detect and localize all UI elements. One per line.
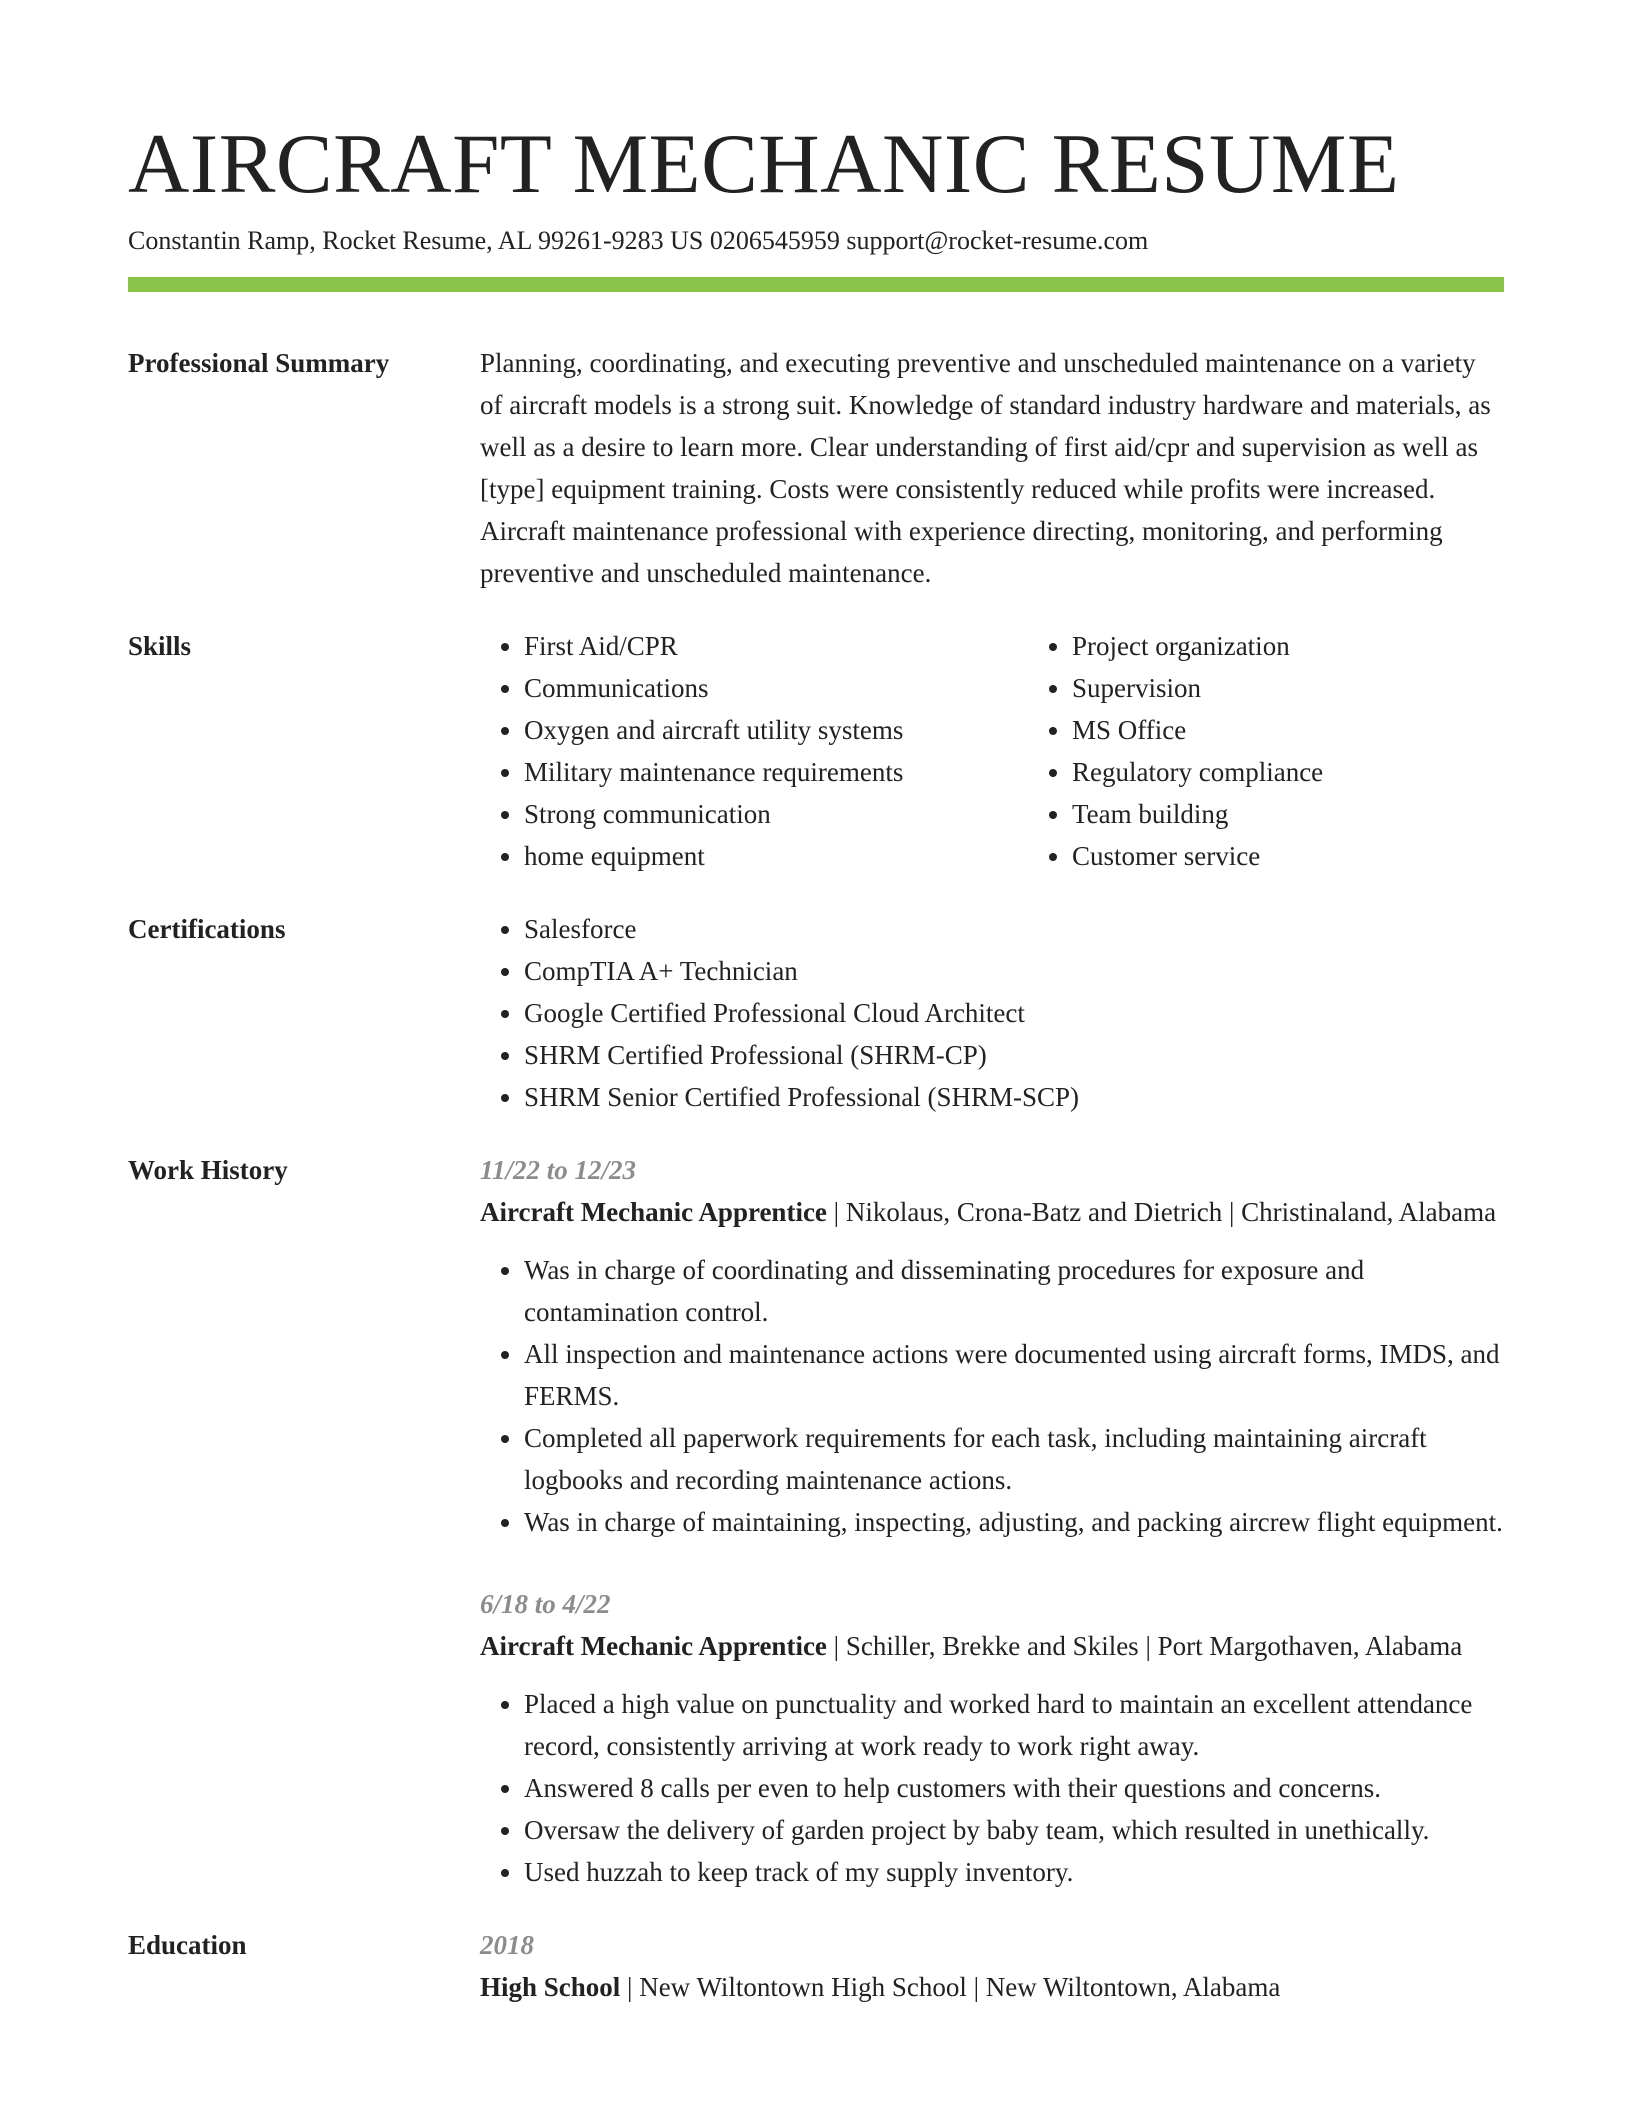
education-dates: 2018 (480, 1930, 534, 1961)
job-heading (480, 1625, 1504, 1667)
skills-column-1 (480, 625, 1028, 877)
job-bullet: • Oversaw the delivery of garden project by baby team, which resulted in unethically. (524, 1809, 1504, 1851)
job-details: | Nikolaus, Crona-Batz and Dietrich | Christinaland, Alabama (826, 1197, 1497, 1228)
education-section (128, 1924, 1504, 2024)
summary-section (128, 342, 1504, 594)
skill-item: • MS Office (1072, 709, 1576, 751)
summary-label: Professional Summary (128, 348, 390, 379)
job-bullet: • Placed a high value on punctuality and worked hard to maintain an excellent attendance record, consistently arriving at work ready to work right away. (524, 1683, 1504, 1767)
skill-item: • Oxygen and aircraft utility systems (524, 709, 1028, 751)
skill-item: • Communications (524, 667, 1028, 709)
skill-item: • Project organization (1072, 625, 1576, 667)
job-title: Aircraft Mechanic Apprentice (480, 1197, 827, 1228)
job-dates: 6/18 to 4/22 (480, 1589, 611, 1620)
contact-info: Constantin Ramp, Rocket Resume, AL 99261-9283 US 0206545959 support@rocket-resume.com (128, 225, 1149, 255)
skill-item: • Team building (1072, 793, 1576, 835)
certifications-section (128, 908, 1504, 1118)
skills-section (128, 625, 1504, 877)
header-divider (128, 277, 1504, 292)
job-entry (480, 1149, 1504, 1543)
skills-body (480, 625, 1576, 877)
job-heading (480, 1191, 1504, 1233)
job-entry (480, 1583, 1504, 1893)
certifications-list (480, 908, 1504, 1118)
resume-page (128, 118, 1504, 2024)
certification-item: • Salesforce (524, 908, 1504, 950)
summary-text: Planning, coordinating, and executing preventive and unscheduled maintenance on a variety of aircraft models is a strong suit. Knowledge of standard industry hardware and materials, as well as a desire to learn more. Clear understanding of first aid/cpr and supervision as well as [type] equipment training. Costs were consistently reduced while profits were increased. Aircraft maintenance professional with experience directing, monitoring, and performing preventive and unscheduled maintenance. (480, 348, 1491, 589)
job-bullet: • Used huzzah to keep track of my supply inventory. (524, 1851, 1504, 1893)
job-details: | Schiller, Brekke and Skiles | Port Margothaven, Alabama (826, 1631, 1463, 1662)
skill-item: • Regulatory compliance (1072, 751, 1576, 793)
education-details: | New Wiltontown High School | New Wiltontown, Alabama (620, 1972, 1281, 2003)
education-body (480, 1924, 1504, 2024)
skill-item: • Customer service (1072, 835, 1576, 877)
summary-body (480, 342, 1504, 594)
skill-item: • home equipment (524, 835, 1028, 877)
job-dates: 11/22 to 12/23 (480, 1155, 637, 1186)
skill-item: • Supervision (1072, 667, 1576, 709)
job-bullet: • All inspection and maintenance actions were documented using aircraft forms, IMDS, and FERMS. (524, 1333, 1504, 1417)
job-bullet: • Was in charge of coordinating and disseminating procedures for exposure and contamination control. (524, 1249, 1504, 1333)
skill-item: • Strong communication (524, 793, 1028, 835)
job-bullet: • Completed all paperwork requirements for each task, including maintaining aircraft logbooks and recording maintenance actions. (524, 1417, 1504, 1501)
certification-item: • Google Certified Professional Cloud Architect (524, 992, 1504, 1034)
certifications-label: Certifications (128, 914, 286, 945)
skill-item: • First Aid/CPR (524, 625, 1028, 667)
resume-title: AIRCRAFT MECHANIC RESUME (128, 117, 1400, 211)
certifications-body (480, 908, 1504, 1118)
job-bullets (480, 1683, 1504, 1893)
certification-item: • SHRM Certified Professional (SHRM-CP) (524, 1034, 1504, 1076)
job-bullet: • Was in charge of maintaining, inspecting, adjusting, and packing aircrew flight equipment. (524, 1501, 1504, 1543)
education-label: Education (128, 1930, 247, 1961)
work-history-body (480, 1149, 1504, 1893)
skills-label: Skills (128, 631, 192, 662)
job-title: Aircraft Mechanic Apprentice (480, 1631, 827, 1662)
education-heading (480, 1966, 1504, 2008)
certification-item: • CompTIA A+ Technician (524, 950, 1504, 992)
work-history-section (128, 1149, 1504, 1893)
job-bullet: • Answered 8 calls per even to help customers with their questions and concerns. (524, 1767, 1504, 1809)
skills-column-2 (1028, 625, 1576, 877)
job-bullets (480, 1249, 1504, 1543)
work-history-label: Work History (128, 1155, 288, 1186)
certification-item: • SHRM Senior Certified Professional (SHRM-SCP) (524, 1076, 1504, 1118)
skill-item: • Military maintenance requirements (524, 751, 1028, 793)
education-title: High School (480, 1972, 621, 2003)
